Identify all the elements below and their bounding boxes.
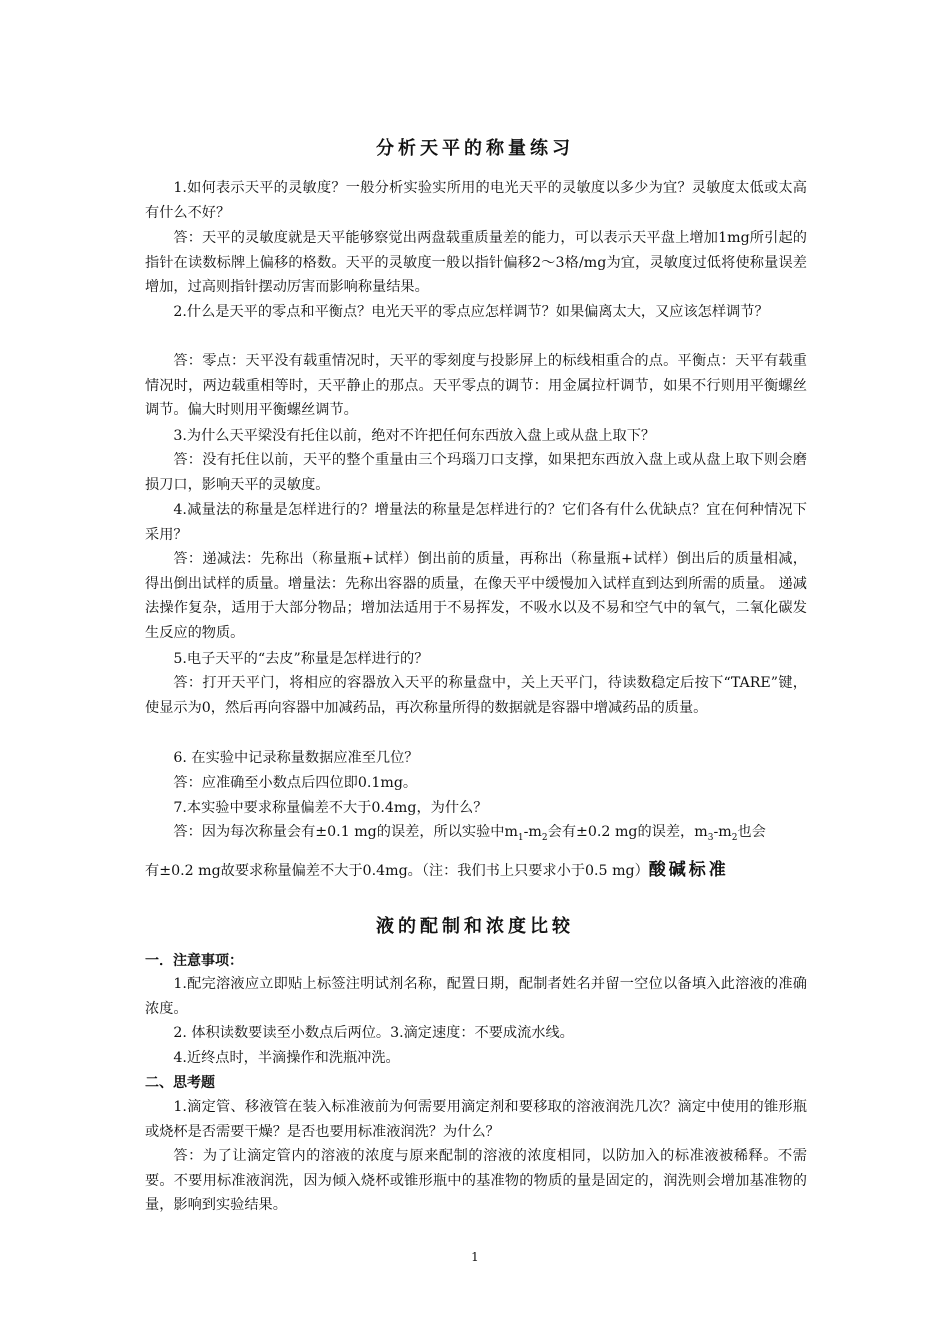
answer-2: 答：零点：天平没有载重情况时，天平的零刻度与投影屏上的标线相重合的点。平衡点：天平有载重情况时，两边载重相等时，天平静止的那点。天平零点的调节：用金属拉杆调节，如果不行则用平衡螺丝调节。偏大时则用平衡螺丝调节。 — [145, 353, 807, 419]
answer-5: 答：打开天平门，将相应的容器放入天平的称量盘中，关上天平门，待读数稳定后按下“TARE”键，使显示为0，然后再向容器中加减药品，再次称量所得的数据就是容器中增减药品的质量。 — [145, 675, 807, 716]
note-2: 2. 体积读数要读至小数点后两位。3.滴定速度：不要成流水线。 — [173, 1025, 574, 1041]
question-2: 2.什么是天平的零点和平衡点？电光天平的零点应怎样调节？如果偏离太大，又应该怎样调节？ — [173, 304, 769, 320]
section-title: 分析天平的称量练习 — [376, 138, 574, 159]
page-number: 1 — [471, 1250, 479, 1264]
question-5: 5.电子天平的“去皮”称量是怎样进行的？ — [173, 651, 429, 667]
thinking-answer-1: 答：为了让滴定管内的溶液的浓度与原来配制的溶液的浓度相同，以防加入的标准液被稀释。不需要。不要用标准液润洗，因为倾入烧杯或锥形瓶中的基准物的物质的量是固定的，润洗则会增加基准物的量，影响到实验结果。 — [145, 1148, 807, 1214]
note-1: 1.配完溶液应立即贴上标签注明试剂名称，配置日期，配制者姓名并留一空位以备填入此溶液的准确浓度。 — [145, 976, 807, 1017]
question-4: 4.减量法的称量是怎样进行的？增量法的称量是怎样进行的？它们各有什么优缺点？宜在何种情况下采用？ — [145, 502, 807, 543]
note-3: 4.近终点时，半滴操作和洗瓶冲洗。 — [173, 1050, 400, 1066]
question-6: 6. 在实验中记录称量数据应准至几位？ — [173, 750, 419, 766]
answer-4: 答：递减法：先称出（称量瓶+试样）倒出前的质量，再称出（称量瓶+试样）倒出后的质量相减，得出倒出试样的质量。增量法：先称出容器的质量，在像天平中缓慢加入试样直到达到所需的质量。 递减法操作复杂，适用于大部分物品；增加法适用于不易挥发，不吸水以及不易和空气中的氧气，二氧化碳发生反应的物质。 — [145, 551, 807, 641]
section-heading-notes: 一．注意事项： — [145, 953, 243, 969]
answer-7-line2: 有±0.2 mg故要求称量偏差不大于0.4mg。（注：我们书上只要求小于0.5 mg）酸碱标准 — [145, 860, 729, 880]
answer-1: 答：天平的灵敏度就是天平能够察觉出两盘载重质量差的能力，可以表示天平盘上增加1mg所引起的指针在读数标牌上偏移的格数。天平的灵敏度一般以指针偏移2～3格/mg为宜，灵敏度过低将使称量误差增加，过高则指针摆动厉害而影响称量结果。 — [145, 230, 807, 296]
section-heading-questions: 二、思考题 — [145, 1075, 215, 1091]
thinking-question-1: 1.滴定管、移液管在装入标准液前为何需要用滴定剂和要移取的溶液润洗几次？滴定中使用的锥形瓶或烧杯是否需要干燥？是否也要用标准液润洗？为什么？ — [145, 1099, 807, 1140]
question-1: 1.如何表示天平的灵敏度？一般分析实验实所用的电光天平的灵敏度以多少为宜？灵敏度太低或太高有什么不好？ — [145, 180, 807, 221]
question-3: 3.为什么天平梁没有托住以前，绝对不许把任何东西放入盘上或从盘上取下？ — [173, 428, 656, 444]
question-7: 7.本实验中要求称量偏差不大于0.4mg，为什么？ — [173, 800, 488, 816]
answer-3: 答：没有托住以前，天平的整个重量由三个玛瑙刀口支撑，如果把东西放入盘上或从盘上取下则会磨损刀口，影响天平的灵敏度。 — [145, 452, 807, 493]
next-title-end: 液的配制和浓度比较 — [376, 916, 574, 937]
answer-7-line1: 答：因为每次称量会有±0.1 mg的误差，所以实验中$m_1-m_2$会有±0.2 mg的误差，$m_3-m_2$也会 — [173, 824, 766, 843]
next-title-start: 酸碱标准 — [648, 860, 729, 880]
answer-6: 答：应准确至小数点后四位即0.1mg。 — [173, 775, 418, 791]
